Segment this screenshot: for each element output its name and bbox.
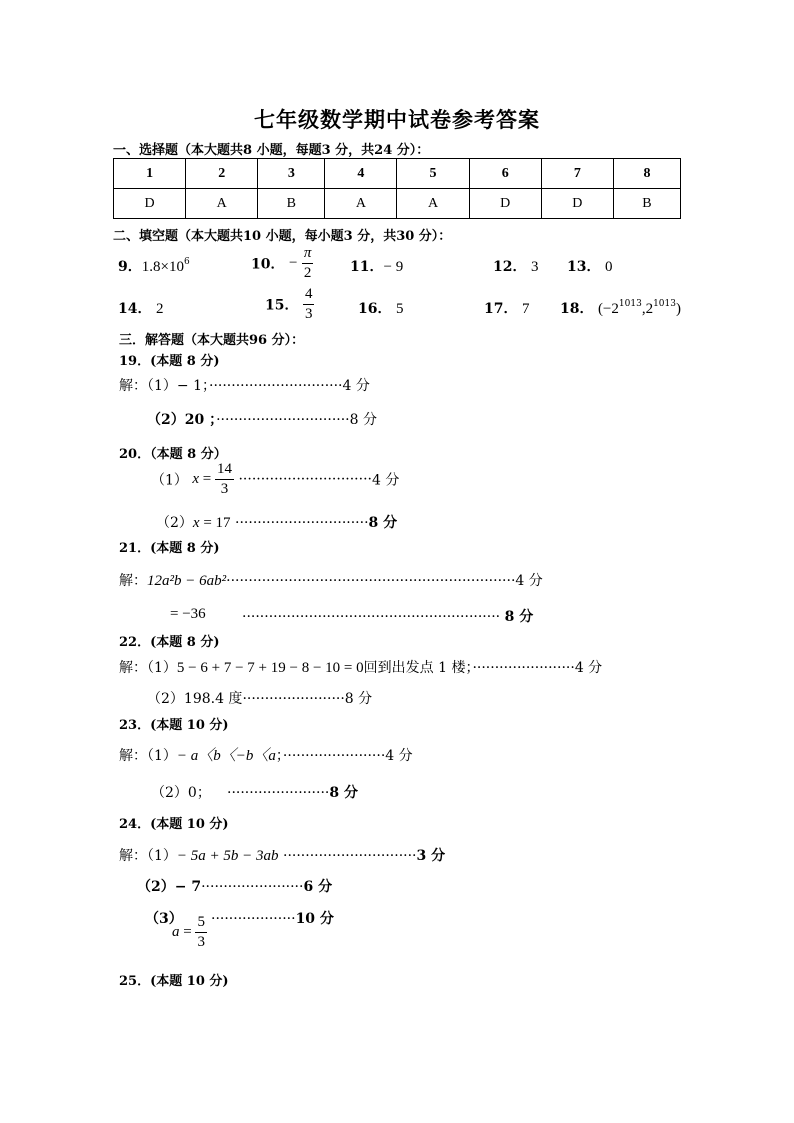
q20-heading: 20．（本题 8 分） xyxy=(119,447,227,462)
q21-l1-expression: 12a²b − 6ab² xyxy=(147,573,227,589)
q22-l1-score: 4 分 xyxy=(574,660,603,676)
q13-value: 0 xyxy=(604,259,613,275)
q18-part-b: ,2 xyxy=(641,301,654,317)
q24-l3-equals: = xyxy=(179,924,196,940)
q9-exponent: 6 xyxy=(183,257,190,267)
q22-l1-label: 解：（1） xyxy=(119,660,177,676)
q18-part-a: (−2 xyxy=(597,301,619,317)
q24-l1-score: 3 分 xyxy=(416,848,446,864)
q17-answer xyxy=(484,298,529,318)
q21-l2-expression: = −36 xyxy=(170,606,206,622)
q21-line-2 xyxy=(170,606,206,623)
answer-table-answer-row xyxy=(114,189,681,219)
answer-cell: A xyxy=(325,189,397,219)
q24-line-2 xyxy=(137,876,332,896)
answer-cell: D xyxy=(469,189,541,219)
q21-line-2-score xyxy=(242,606,533,626)
q18-answer xyxy=(560,298,681,318)
answer-cell: D xyxy=(114,189,186,219)
q22-l2-dots: ······················· xyxy=(242,691,345,707)
q15-denominator: 3 xyxy=(304,306,313,322)
q23-heading: 23．(本题 10 分) xyxy=(119,718,229,733)
q19-l1-answer: 解：（1）− 1； xyxy=(119,378,209,394)
q12-value: 3 xyxy=(530,259,539,275)
q20-denominator: 3 xyxy=(220,481,229,497)
question-number-cell: 7 xyxy=(541,159,613,189)
q16-answer xyxy=(358,298,403,318)
q24-numerator: 5 xyxy=(195,915,207,933)
q23-line-2-score xyxy=(227,782,358,802)
q9-base: 1.8×10 xyxy=(141,259,184,275)
q24-l2-score: 6 分 xyxy=(303,879,333,895)
q24-heading: 24．(本题 10 分) xyxy=(119,817,229,832)
q10-fraction xyxy=(302,246,314,281)
q23-l1-semicolon: ； xyxy=(275,748,283,764)
q19-l2-dots: ······························ xyxy=(216,412,350,428)
question-number-cell: 4 xyxy=(325,159,397,189)
q20-l1-label: （1） xyxy=(151,472,188,489)
q10-sign: − xyxy=(288,255,298,271)
q17-number: 17． xyxy=(484,301,518,317)
q24-l2-dots: ······················· xyxy=(201,879,304,895)
q24-l3-score: 10 分 xyxy=(295,911,334,927)
q19-line-1 xyxy=(119,375,370,395)
question-number-cell: 2 xyxy=(186,159,258,189)
q22-line-1 xyxy=(119,657,602,677)
q19-l2-score: 8 分 xyxy=(349,412,377,428)
q11-value: − 9 xyxy=(383,259,404,275)
answer-cell: B xyxy=(258,189,325,219)
question-number-cell: 6 xyxy=(469,159,541,189)
q10-answer xyxy=(251,246,313,281)
q15-number: 15． xyxy=(265,297,299,314)
q9-answer xyxy=(118,256,190,276)
q11-number: 11． xyxy=(350,259,384,275)
q23-l1-label: 解：（1） xyxy=(119,748,177,764)
q23-l2-dots: ······················· xyxy=(227,785,330,801)
q24-l1-dots: ······························ xyxy=(283,848,417,864)
q20-l2-equation: = 17 xyxy=(199,515,231,531)
answer-table-header-row xyxy=(114,159,681,189)
question-number-cell: 1 xyxy=(114,159,186,189)
answer-cell: A xyxy=(397,189,469,219)
q15-numerator: 4 xyxy=(303,287,315,305)
q20-l2-score: 8 分 xyxy=(368,515,398,531)
q10-numerator: π xyxy=(302,246,314,264)
q21-l1-dots: ································································· xyxy=(226,573,516,589)
q9-number: 9． xyxy=(118,259,142,275)
q17-value: 7 xyxy=(521,301,530,317)
q21-l1-score: 4 分 xyxy=(515,573,543,589)
q24-l1-label: 解：（1） xyxy=(119,848,177,864)
q23-line-1 xyxy=(119,744,413,765)
q10-number: 10． xyxy=(251,256,285,273)
q24-denominator: 3 xyxy=(197,934,205,950)
q22-l1-text: 回到出发点 1 楼； xyxy=(363,660,473,676)
q14-value: 2 xyxy=(155,301,164,317)
q24-l3-formula xyxy=(172,915,207,950)
q22-l2-score: 8 分 xyxy=(344,691,373,707)
q18-number: 18． xyxy=(560,301,594,317)
q23-line-2 xyxy=(151,782,211,802)
q24-l1-expression: − 5a + 5b − 3ab xyxy=(176,848,279,864)
section1-heading: 一、选择题（本大题共8 小题，每题3 分，共24 分）： xyxy=(113,143,430,158)
answer-cell: B xyxy=(613,189,680,219)
q21-l2-score: 8 分 xyxy=(504,609,534,625)
q13-answer xyxy=(567,256,612,276)
q12-number: 12． xyxy=(493,259,527,275)
q23-l2-score: 8 分 xyxy=(329,785,358,801)
q19-line-2 xyxy=(147,409,377,429)
q22-l1-expression: 5 − 6 + 7 − 7 + 19 − 8 − 10 = 0 xyxy=(176,660,364,676)
q20-line-2 xyxy=(156,512,397,532)
q20-l1-dots: ······························ xyxy=(238,471,372,488)
section2-heading: 二、填空题（本大题共10 小题，每小题3 分，共30 分）： xyxy=(113,229,452,244)
q12-answer xyxy=(493,256,538,276)
q23-l1-expression: − a〈b〈−b〈a xyxy=(176,748,276,764)
q20-l1-equals: = xyxy=(199,471,216,487)
q15-answer xyxy=(265,287,314,322)
question-number-cell: 5 xyxy=(397,159,469,189)
q24-l2-answer: （2）− 7 xyxy=(137,879,202,895)
q23-l2-answer: （2）0； xyxy=(151,785,211,801)
answer-table xyxy=(113,158,681,219)
q21-line-1 xyxy=(119,570,543,590)
q19-l1-score: 4 分 xyxy=(342,378,370,394)
q18-exp-2: 1013 xyxy=(653,299,676,309)
q24-line-3-score xyxy=(211,908,334,928)
q20-l2-dots: ······························ xyxy=(235,515,369,531)
q25-heading: 25．(本题 10 分) xyxy=(119,974,229,989)
q10-denominator: 2 xyxy=(303,265,312,281)
q19-heading: 19．(本题 8 分) xyxy=(119,354,220,369)
q24-line-1 xyxy=(119,845,445,865)
q21-l2-dots: ·························································· xyxy=(242,609,501,625)
q19-l2-answer: （2）20 ； xyxy=(147,412,217,428)
q20-fraction xyxy=(215,462,234,497)
q18-exp-1: 1013 xyxy=(618,299,642,309)
q13-number: 13． xyxy=(567,259,601,275)
q22-heading: 22．(本题 8 分) xyxy=(119,635,220,650)
q22-l1-dots: ······················· xyxy=(472,660,575,676)
q11-answer xyxy=(350,256,403,276)
q24-l3-label: （3） xyxy=(145,911,183,927)
q21-heading: 21．(本题 8 分) xyxy=(119,541,220,556)
page-title: 七年级数学期中试卷参考答案 xyxy=(254,107,540,132)
q19-l1-dots: ······························ xyxy=(209,378,343,394)
q20-line-1 xyxy=(151,462,399,497)
q20-numerator: 14 xyxy=(215,462,234,480)
q14-answer xyxy=(118,298,163,318)
q20-l1-variable: x xyxy=(192,471,200,487)
question-number-cell: 3 xyxy=(258,159,325,189)
answer-cell: D xyxy=(541,189,613,219)
q21-l1-label: 解： xyxy=(119,573,147,589)
q20-l2-variable: x xyxy=(192,515,200,531)
q16-value: 5 xyxy=(395,301,404,317)
q23-l1-score: 4 分 xyxy=(385,748,413,764)
q18-part-c: ) xyxy=(675,301,681,317)
q24-l3-dots: ··················· xyxy=(211,911,296,927)
answer-cell: A xyxy=(186,189,258,219)
section3-heading: 三．解答题（本大题共96 分）： xyxy=(119,333,305,348)
q24-l3-variable: a xyxy=(172,924,180,940)
q14-number: 14． xyxy=(118,301,152,317)
q23-l1-dots: ······················· xyxy=(282,748,386,764)
q20-l1-score: 4 分 xyxy=(371,472,400,489)
q22-l2-answer: （2）198.4 度 xyxy=(147,691,243,707)
q15-fraction xyxy=(303,287,315,322)
question-number-cell: 8 xyxy=(613,159,680,189)
q20-l2-label: （2） xyxy=(156,515,193,531)
q24-fraction xyxy=(195,915,207,950)
q16-number: 16． xyxy=(358,301,392,317)
q22-line-2 xyxy=(147,688,372,708)
